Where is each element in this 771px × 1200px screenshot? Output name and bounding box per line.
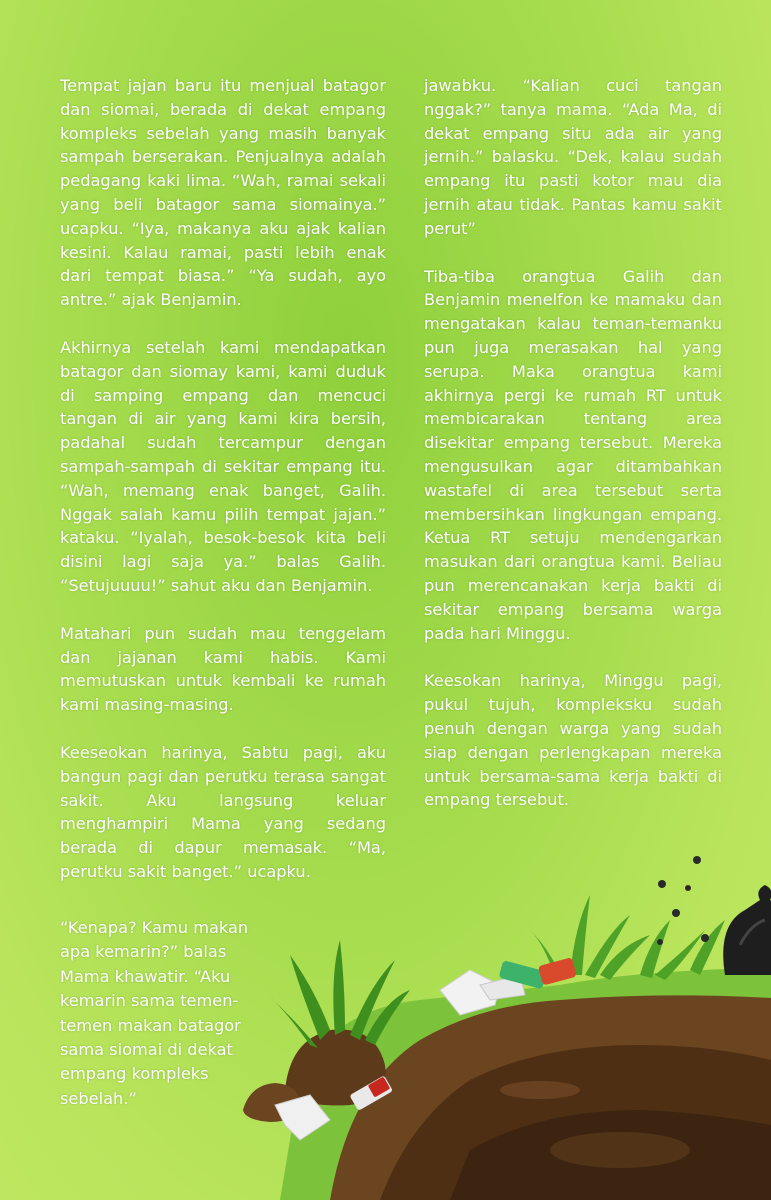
paragraph: Keesokan harinya, Minggu pagi, pukul tujuh, kompleksku sudah penuh dengan warga yang sudah siap dengan perlengkapan mereka untuk bersama-sama kerja bakti di empang tersebut. [424,671,722,810]
paragraph: Tempat jajan baru itu menjual batagor dan siomai, berada di dekat empang kompleks sebelah yang masih banyak sampah berserakan. Penjualnya adalah pedagang kaki lima. “Wah, ramai sekali yang beli batagor sama siomainya.” ucapku. “Iya, makanya aku ajak kalian kesini. Kalau ramai, pasti lebih enak dari tempat biasa.” “Ya sudah, ayo antre.” ajak Benjamin. [60,76,386,310]
left-column [60,74,386,908]
paragraph: Akhirnya setelah kami mendapatkan batagor dan siomay kami, kami duduk di samping empang dan mencuci tangan di air yang kami kira bersih, padahal sudah tercampur dengan sampah-sampah di sekitar empang itu. “Wah, memang enak banget, Galih. Nggak salah kamu pilih tempat jajan.” kataku. “Iyalah, besok-besok kita beli disini lagi saja ya.” balas Galih. “Setujuuuu!” sahut aku dan Benjamin. [60,337,386,595]
paragraph: jawabku. “Kalian cuci tangan nggak?” tanya mama. “Ada Ma, di dekat empang situ ada air yang jernih.” balasku. “Dek, kalau sudah empang itu pasti kotor mau dia jernih atau tidak. Pantas kamu sakit perut” [424,76,722,238]
paragraph: Tiba-tiba orangtua Galih dan Benjamin menelfon ke mamaku dan mengatakan kalau teman-temanku pun juga merasakan hal yang serupa. Maka orangtua kami akhirnya pergi ke rumah RT untuk membicarakan tentang area disekitar empang tersebut. Mereka mengusulkan agar ditambahkan wastafel di area tersebut serta membersihkan lingkungan empang. Ketua RT setuju mendengarkan masukan dari orangtua kami. Beliau pun merencanakan kerja bakti di sekitar empang bersama warga pada hari Minggu. [424,266,722,643]
trash-bag [723,885,771,975]
paragraph: Matahari pun sudah mau tenggelam dan jajanan kami habis. Kami memutuskan untuk kembali ke rumah kami masing-masing. [60,623,386,715]
paragraph: “Kenapa? Kamu makan apa kemarin?” balas Mama khawatir. “Aku kemarin sama temen-temen makan batagor sama siomai di dekat empang kompleks sebelah.” [60,918,249,1108]
right-column [424,74,722,836]
paragraph: Keeseokan harinya, Sabtu pagi, aku bangun pagi dan perutku terasa sangat sakit. Aku langsung keluar menghampiri Mama yang sedang berada di dapur memasak. “Ma, perutku sakit banget.” ucapku. [60,742,386,881]
